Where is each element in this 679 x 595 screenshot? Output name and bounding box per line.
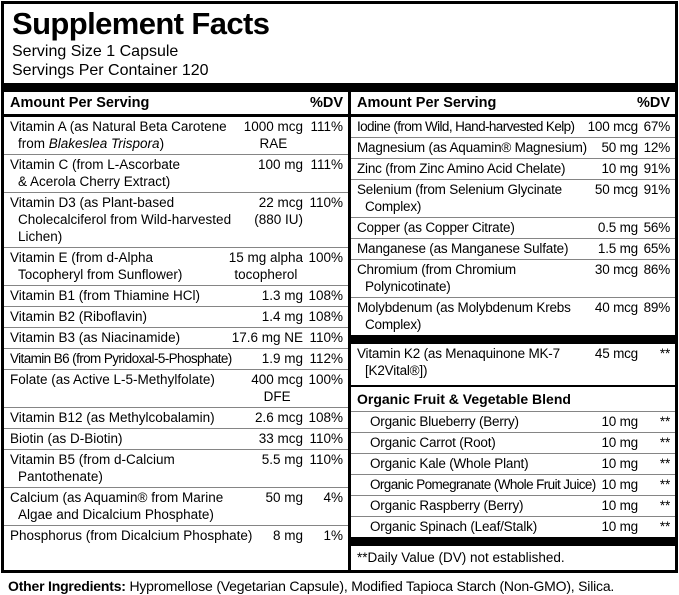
amount: 5.5 mg [261, 452, 303, 467]
other-ingredients-label: Other Ingredients: [8, 578, 126, 594]
ingredient-name: Chromium (from Chromium [357, 262, 516, 277]
table-row [4, 369, 348, 407]
amount: 10 mg [601, 435, 638, 450]
thick-divider-bar [351, 83, 675, 92]
ingredient-name: Copper (as Copper Citrate) [357, 220, 515, 235]
table-row [351, 432, 675, 453]
ingredient-name-cont: Pantothenate) [18, 469, 103, 484]
facts-columns [4, 83, 675, 570]
amount: 400 mcg [251, 372, 303, 387]
ingredient-name: Magnesium (as Aquamin® Magnesium) [357, 140, 587, 155]
amount: 30 mcg [594, 262, 638, 277]
table-row [351, 344, 675, 385]
ingredient-name: Vitamin B1 (from Thiamine HCl) [10, 288, 201, 303]
dv-value: 108% [308, 309, 343, 324]
ingredient-name: Organic Pomegranate (Whole Fruit Juice) [370, 477, 596, 492]
ingredient-name-cont: Lichen) [18, 229, 63, 244]
amount-cont: DFE [263, 389, 291, 404]
amount: 15 mg alpha [228, 250, 303, 265]
amount: 10 mg [601, 498, 638, 513]
table-row [4, 407, 348, 428]
name-part: ) [159, 136, 165, 151]
ingredient-name: Manganese (as Manganese Sulfate) [357, 241, 569, 256]
table-row [4, 247, 348, 285]
amount: 50 mcg [594, 182, 638, 197]
amount: 1000 mcg [243, 119, 303, 134]
ingredient-name: Organic Blueberry (Berry) [370, 414, 519, 429]
table-row [4, 192, 348, 247]
table-row [351, 474, 675, 495]
amount: 10 mg [601, 161, 638, 176]
amount: 10 mg [601, 456, 638, 471]
right-column [351, 83, 675, 570]
amount: 2.6 mcg [254, 410, 303, 425]
dv-value: 91% [643, 182, 670, 197]
dv-value: 108% [308, 288, 343, 303]
dv-value: 110% [309, 330, 343, 345]
ingredient-name-cont: Algae and Dicalcium Phosphate) [18, 507, 214, 522]
ingredient-name-cont: Tocopheryl from Sunflower) [18, 267, 183, 282]
ingredient-name: Molybdenum (as Molybdenum Krebs [357, 300, 571, 315]
dv-value: 100% [308, 372, 343, 387]
other-ingredients [0, 573, 679, 595]
table-row [351, 495, 675, 516]
table-row [4, 525, 348, 546]
dv-value: ** [659, 346, 670, 361]
amount: 22 mcg [258, 195, 303, 210]
ingredient-name: Vitamin D3 (as Plant-based [10, 195, 175, 210]
dv-label: %DV [636, 95, 670, 111]
left-column [4, 83, 348, 570]
dv-value: ** [659, 414, 670, 429]
ingredient-name: Organic Raspberry (Berry) [370, 498, 524, 513]
dv-value: 112% [309, 351, 343, 366]
table-row [4, 449, 348, 487]
panel-header [4, 4, 675, 83]
left-column-header [4, 92, 348, 117]
amount-cont: (880 IU) [254, 212, 303, 227]
amount: 50 mg [601, 140, 638, 155]
name-part: from [18, 136, 49, 151]
ingredient-name: Vitamin B6 (from Pyridoxal-5-Phosphate) [10, 351, 232, 366]
dv-value: ** [659, 456, 670, 471]
supplement-facts-panel [1, 1, 678, 573]
dv-value: 89% [643, 300, 670, 315]
amount: 100 mcg [587, 119, 638, 134]
table-row [351, 137, 675, 158]
amount: 45 mcg [594, 346, 638, 361]
amount: 40 mcg [594, 300, 638, 315]
servings-per-container: Servings Per Container 120 [12, 62, 209, 79]
amount: 10 mg [601, 519, 638, 534]
table-row [4, 487, 348, 525]
ingredient-name: Calcium (as Aquamin® from Marine [10, 490, 224, 505]
table-row [351, 297, 675, 335]
ingredient-name: Vitamin B5 (from d-Calcium [10, 452, 175, 467]
amount-per-serving-label: Amount Per Serving [10, 95, 150, 111]
ingredient-name: Zinc (from Zinc Amino Acid Chelate) [357, 161, 566, 176]
amount: 1.4 mg [261, 309, 303, 324]
amount: 33 mcg [258, 431, 303, 446]
ingredient-name: Vitamin A (as Natural Beta Carotene [10, 119, 227, 134]
dv-value: 56% [643, 220, 670, 235]
ingredient-name-cont: & Acerola Cherry Extract) [18, 174, 171, 189]
ingredient-name-cont [10, 135, 239, 152]
table-row [351, 412, 675, 432]
table-row [4, 154, 348, 192]
dv-value: 65% [643, 241, 670, 256]
amount-cont: RAE [259, 136, 288, 151]
ingredient-name-cont: Complex) [365, 199, 422, 214]
table-row [4, 306, 348, 327]
amount: 0.5 mg [597, 220, 638, 235]
ingredient-name: Organic Carrot (Root) [370, 435, 496, 450]
amount: 10 mg [601, 414, 638, 429]
dv-value: 86% [643, 262, 670, 277]
amount-cont: tocopherol [234, 267, 298, 282]
blend-rows [351, 412, 675, 537]
amount: 8 mg [272, 528, 303, 543]
ingredient-name: Vitamin C (from L-Ascorbate [10, 157, 181, 172]
other-ingredients-text: Hypromellose (Vegetarian Capsule), Modified Tapioca Starch (Non-GMO), Silica. [125, 578, 615, 594]
right-column-header [351, 92, 675, 117]
ingredient-name: Vitamin B2 (Riboflavin) [10, 309, 148, 324]
dv-value: 12% [643, 140, 670, 155]
dv-value: 91% [643, 161, 670, 176]
ingredient-name: Biotin (as D-Biotin) [10, 431, 123, 446]
table-row [4, 348, 348, 369]
table-row [4, 327, 348, 348]
ingredient-name: Organic Spinach (Leaf/Stalk) [370, 519, 537, 534]
dv-footnote: **Daily Value (DV) not established. [357, 550, 565, 565]
amount-per-serving-label: Amount Per Serving [357, 95, 497, 111]
amount: 10 mg [601, 477, 638, 492]
amount: 1.3 mg [261, 288, 303, 303]
dv-value: ** [659, 435, 670, 450]
table-row [4, 117, 348, 154]
dv-value: 110% [309, 452, 343, 467]
thick-divider-bar [351, 537, 675, 546]
table-row [4, 428, 348, 449]
dv-value: 111% [310, 157, 343, 172]
dv-value: ** [659, 498, 670, 513]
ingredient-name: Folate (as Active L-5-Methylfolate) [10, 372, 215, 387]
blend-section-title: Organic Fruit & Vegetable Blend [351, 385, 675, 412]
ingredient-name: Vitamin E (from d-Alpha [10, 250, 154, 265]
dv-value: 111% [310, 119, 343, 134]
ingredient-name: Iodine (from Wild, Hand-harvested Kelp) [357, 119, 575, 134]
amount: 50 mg [265, 490, 303, 505]
dv-value: 110% [309, 195, 343, 210]
ingredient-name: Phosphorus (from Dicalcium Phosphate) [10, 528, 253, 543]
amount: 1.5 mg [597, 241, 638, 256]
table-row [351, 516, 675, 537]
table-row [351, 259, 675, 297]
table-row [351, 238, 675, 259]
amount: 17.6 mg NE [231, 330, 303, 345]
ingredient-name-cont: Polynicotinate) [365, 279, 451, 294]
dv-value: 67% [643, 119, 670, 134]
dv-value: 100% [308, 250, 343, 265]
dv-value: 110% [309, 431, 343, 446]
table-row [4, 285, 348, 306]
thick-divider-bar [351, 335, 675, 344]
ingredient-name: Selenium (from Selenium Glycinate [357, 182, 562, 197]
serving-size: Serving Size 1 Capsule [12, 43, 179, 60]
ingredient-name: Vitamin B12 (as Methylcobalamin) [10, 410, 215, 425]
ingredient-name-cont: Cholecalciferol from Wild-harvested [18, 212, 232, 227]
table-row [351, 217, 675, 238]
dv-value: ** [659, 519, 670, 534]
dv-value: ** [659, 477, 670, 492]
ingredient-name-cont: Complex) [365, 317, 422, 332]
thick-divider-bar [4, 83, 348, 92]
dv-value: 4% [323, 490, 343, 505]
table-row [351, 453, 675, 474]
panel-title: Supplement Facts [12, 6, 270, 41]
ingredient-name: Vitamin B3 (as Niacinamide) [10, 330, 181, 345]
table-row [351, 179, 675, 217]
table-row [351, 117, 675, 137]
ingredient-name-cont: [K2Vital®]) [365, 363, 428, 378]
dv-value: 108% [308, 410, 343, 425]
table-row [351, 158, 675, 179]
amount: 100 mg [257, 157, 303, 172]
dv-value: 1% [323, 528, 343, 543]
ingredient-name: Organic Kale (Whole Plant) [370, 456, 529, 471]
ingredient-name: Vitamin K2 (as Menaquinone MK-7 [357, 346, 560, 361]
dv-label: %DV [309, 95, 343, 111]
name-part-italic: Blakeslea Trispora [48, 136, 160, 151]
amount: 1.9 mg [261, 351, 303, 366]
